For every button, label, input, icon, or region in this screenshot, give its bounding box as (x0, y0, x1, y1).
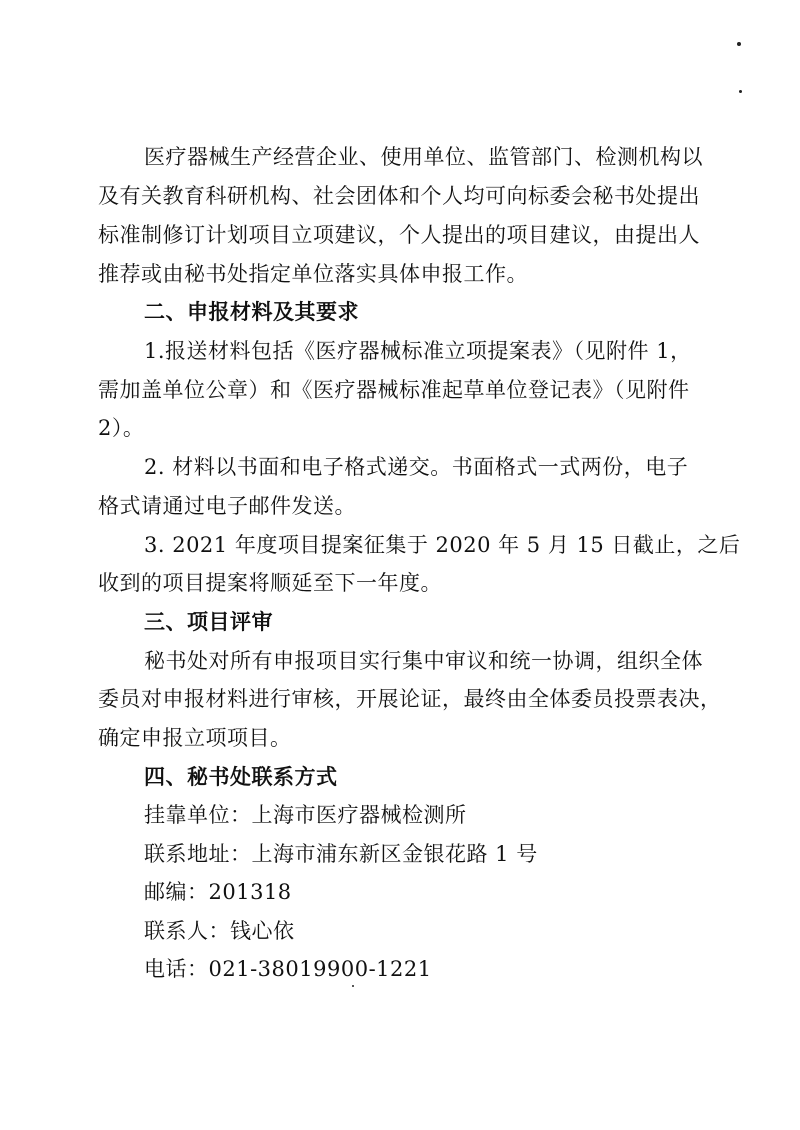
section-2-item-3-line: 3. 2021 年度项目提案征集于 2020 年 5 月 15 日截止，之后 (144, 533, 741, 557)
section-2-item-1-line: 需加盖单位公章）和《医疗器械标准起草单位登记表》（见附件 (98, 378, 690, 402)
paragraph-1-line: 标准制修订计划项目立项建议，个人提出的项目建议，由提出人 (98, 223, 700, 247)
contact-person: 联系人：钱心依 (144, 919, 295, 943)
section-2-item-2-line: 格式请通过电子邮件发送。 (98, 494, 356, 518)
contact-address: 联系地址：上海市浦东新区金银花路 1 号 (144, 842, 538, 866)
section-2-item-3-line: 收到的项目提案将顺延至下一年度。 (98, 571, 442, 595)
scan-speck (739, 90, 742, 93)
section-2-item-1-line: 2）。 (98, 416, 145, 440)
paragraph-1-line: 医疗器械生产经营企业、使用单位、监管部门、检测机构以 (144, 145, 703, 169)
paragraph-1-line: 推荐或由秘书处指定单位落实具体申报工作。 (98, 262, 528, 286)
section-3-body-line: 委员对申报材料进行审核，开展论证，最终由全体委员投票表决， (98, 687, 722, 711)
host-unit: 挂靠单位：上海市医疗器械检测所 (144, 803, 467, 827)
postcode: 邮编：201318 (144, 880, 292, 904)
section-3-heading: 三、项目评审 (144, 610, 273, 634)
section-2-heading: 二、申报材料及其要求 (144, 300, 359, 324)
section-4-heading: 四、秘书处联系方式 (144, 765, 338, 789)
section-3-body-line: 秘书处对所有申报项目实行集中审议和统一协调，组织全体 (144, 649, 703, 673)
paragraph-1-line: 及有关教育科研机构、社会团体和个人均可向标委会秘书处提出 (98, 184, 700, 208)
scan-speck (352, 985, 354, 987)
scan-speck (737, 42, 741, 46)
section-2-item-2-line: 2. 材料以书面和电子格式递交。书面格式一式两份，电子 (144, 455, 689, 479)
contact-phone: 电话：021-38019900-1221 (144, 957, 432, 981)
section-3-body-line: 确定申报立项项目。 (98, 726, 292, 750)
section-2-item-1-line: 1.报送材料包括《医疗器械标准立项提案表》（见附件 1， (144, 339, 692, 363)
